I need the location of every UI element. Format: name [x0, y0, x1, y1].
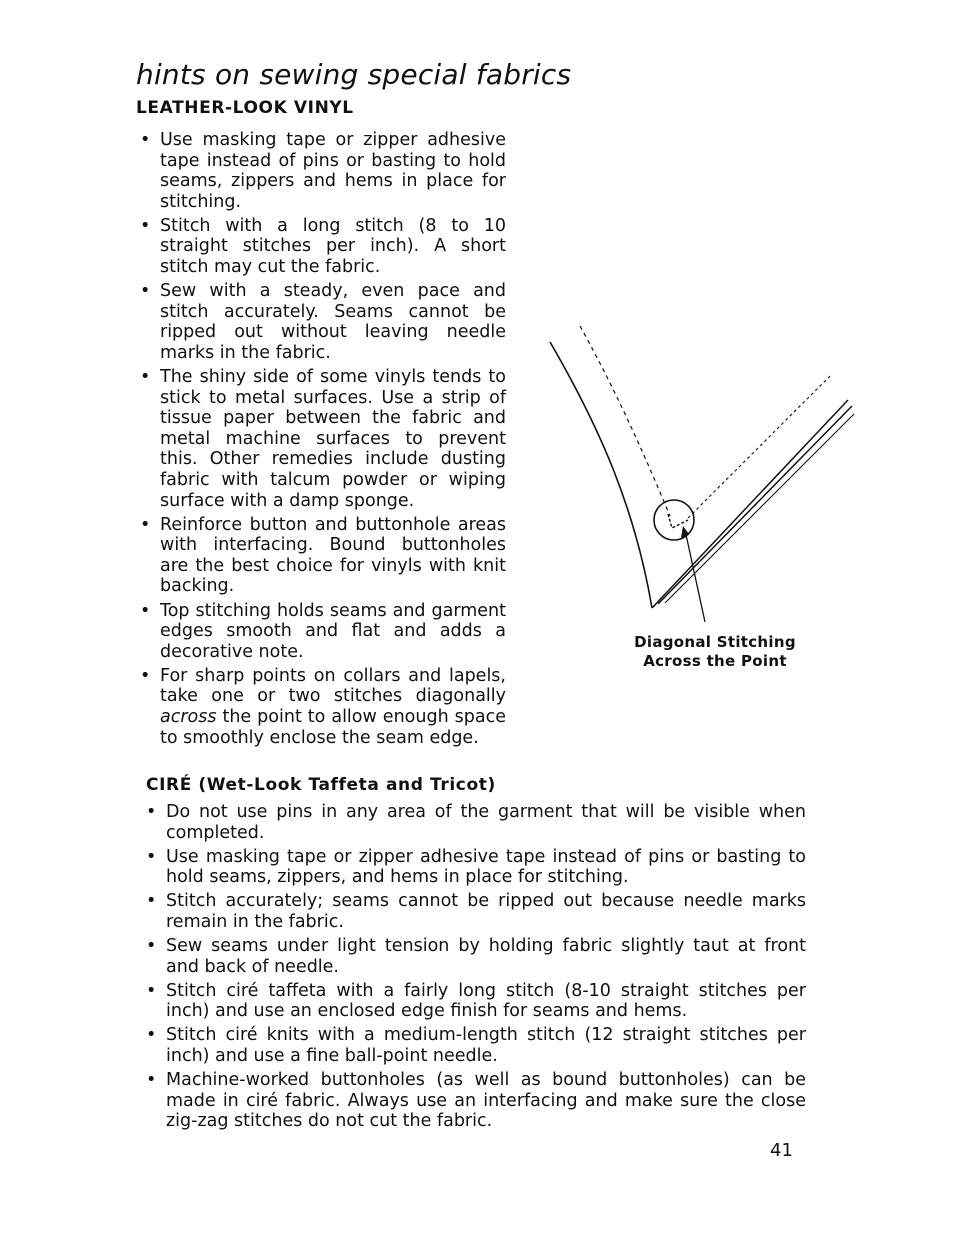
list-item: • Sew seams under light tension by holding fabric slightly taut at front and back of needle. — [144, 936, 806, 977]
list-item: • Machine-worked buttonholes (as well as bound buttonholes) can be made in ciré fabric. Always use an interfacing and make sure the close zig-zag stitches do not cut the fabric. — [144, 1070, 806, 1132]
vinyl-tips-list — [138, 130, 506, 752]
stitch-line-right — [688, 376, 830, 518]
caption-line: Diagonal Stitching — [634, 633, 796, 651]
list-item: • Stitch accurately; seams cannot be ripped out because needle marks remain in the fabric. — [144, 891, 806, 932]
list-item: • Reinforce button and buttonhole areas with interfacing. Bound buttonholes are the best choice for vinyls with knit backing. — [138, 515, 506, 597]
list-item: • Stitch with a long stitch (8 to 10 straight stitches per inch). A short stitch may cut the fabric. — [138, 216, 506, 278]
page-number: 41 — [770, 1140, 793, 1161]
emphasis-across: across — [160, 707, 217, 728]
fabric-edge-right-outer — [652, 400, 848, 608]
list-item-text-start: For sharp points on collars and lapels, take one or two stitches diagonally — [160, 665, 506, 707]
fabric-edge-right-third — [665, 414, 854, 603]
pointer-line — [685, 530, 705, 622]
stitch-line-left — [580, 326, 670, 516]
collar-point-diagram — [540, 318, 860, 628]
list-item-text-end: the point to allow enough space to smoothly enclose the seam edge. — [160, 707, 506, 748]
figure-caption — [620, 633, 810, 671]
list-item: • Sew with a steady, even pace and stitch accurately. Seams cannot be ripped out without leaving needle marks in the fabric. — [138, 281, 506, 363]
cire-tips-list — [144, 802, 806, 1135]
list-item — [138, 666, 506, 748]
list-item: • Use masking tape or zipper adhesive tape instead of pins or basting to hold seams, zippers and hems in place for stitching. — [138, 130, 506, 212]
list-item: • Top stitching holds seams and garment edges smooth and flat and adds a decorative note. — [138, 601, 506, 663]
diagonal-stitching-illustration — [540, 318, 860, 628]
list-item: • The shiny side of some vinyls tends to stick to metal surfaces. Use a strip of tissue paper between the fabric and metal machine surfaces to prevent this. Other remedies include dusting fabric with talcum powder or wiping surface with a damp sponge. — [138, 367, 506, 511]
diagonal-stitches — [668, 514, 688, 528]
page-title: hints on sewing special fabrics — [136, 58, 572, 91]
section-heading-leather-look-vinyl: LEATHER-LOOK VINYL — [136, 98, 354, 118]
fabric-edge-left — [550, 342, 652, 608]
caption-line: Across the Point — [643, 652, 787, 670]
list-item: • Stitch ciré taffeta with a fairly long stitch (8-10 straight stitches per inch) and use an enclosed edge finish for seams and hems. — [144, 981, 806, 1022]
list-item: • Stitch ciré knits with a medium-length stitch (12 straight stitches per inch) and use a fine ball-point needle. — [144, 1025, 806, 1066]
list-item: • Do not use pins in any area of the garment that will be visible when completed. — [144, 802, 806, 843]
section-heading-cire: CIRÉ (Wet-Look Taffeta and Tricot) — [146, 775, 496, 795]
list-item: • Use masking tape or zipper adhesive tape instead of pins or basting to hold seams, zippers, and hems in place for stitching. — [144, 847, 806, 888]
